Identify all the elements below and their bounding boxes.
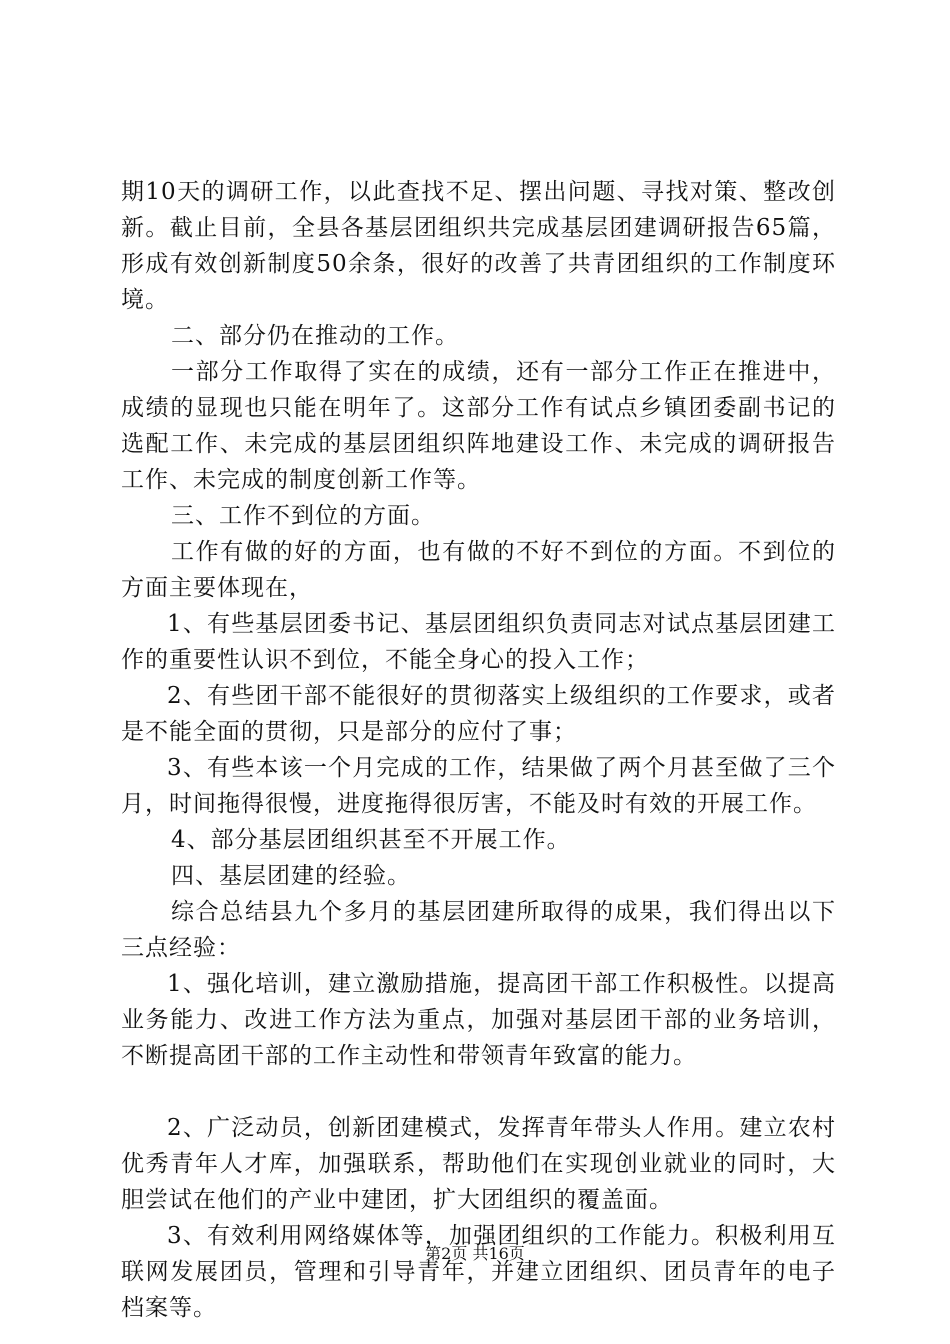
section-heading-2: 二、部分仍在推动的工作。 bbox=[171, 323, 459, 349]
section-heading-4: 四、基层团建的经验。 bbox=[171, 863, 411, 889]
list-item: 1、有些基层团委书记、基层团组织负责同志对试点基层团建工作的重要性认识不到位，不能全身心的投入工作； bbox=[121, 611, 836, 673]
list-item: 3、有些本该一个月完成的工作，结果做了两个月甚至做了三个月，时间拖得很慢，进度拖得很厉害，不能及时有效的开展工作。 bbox=[121, 755, 836, 817]
list-item: 1、强化培训，建立激励措施，提高团干部工作积极性。以提高业务能力、改进工作方法为重点，加强对基层团干部的业务培训，不断提高团干部的工作主动性和带领青年致富的能力。 bbox=[121, 971, 836, 1069]
paragraph-gap bbox=[121, 1074, 836, 1110]
list-item: 4、部分基层团组织甚至不开展工作。 bbox=[171, 827, 571, 853]
list-item: 2、有些团干部不能很好的贯彻落实上级组织的工作要求，或者是不能全面的贯彻，只是部分的应付了事； bbox=[121, 683, 836, 745]
section-heading-3: 三、工作不到位的方面。 bbox=[171, 503, 435, 529]
paragraph: 工作有做的好的方面，也有做的不好不到位的方面。不到位的方面主要体现在， bbox=[121, 539, 836, 601]
list-item: 2、广泛动员，创新团建模式，发挥青年带头人作用。建立农村优秀青年人才库，加强联系，帮助他们在实现创业就业的同时，大胆尝试在他们的产业中建团，扩大团组织的覆盖面。 bbox=[121, 1115, 836, 1213]
paragraph-continuation: 期10天的调研工作，以此查找不足、摆出问题、寻找对策、整改创新。截止目前，全县各基层团组织共完成基层团建调研报告65篇，形成有效创新制度50余条，很好的改善了共青团组织的工作制度环境。 bbox=[121, 179, 836, 313]
paragraph: 综合总结县九个多月的基层团建所取得的成果，我们得出以下三点经验： bbox=[121, 899, 836, 961]
list-item: 3、有效利用网络媒体等，加强团组织的工作能力。积极利用互联网发展团员，管理和引导青年，并建立团组织、团员青年的电子档案等。 bbox=[121, 1223, 836, 1321]
paragraph: 一部分工作取得了实在的成绩，还有一部分工作正在推进中，成绩的显现也只能在明年了。这部分工作有试点乡镇团委副书记的选配工作、未完成的基层团组织阵地建设工作、未完成的调研报告工作、未完成的制度创新工作等。 bbox=[121, 359, 836, 493]
page-footer: 第2页 共16页 bbox=[425, 1244, 525, 1263]
document-body bbox=[121, 174, 836, 1326]
